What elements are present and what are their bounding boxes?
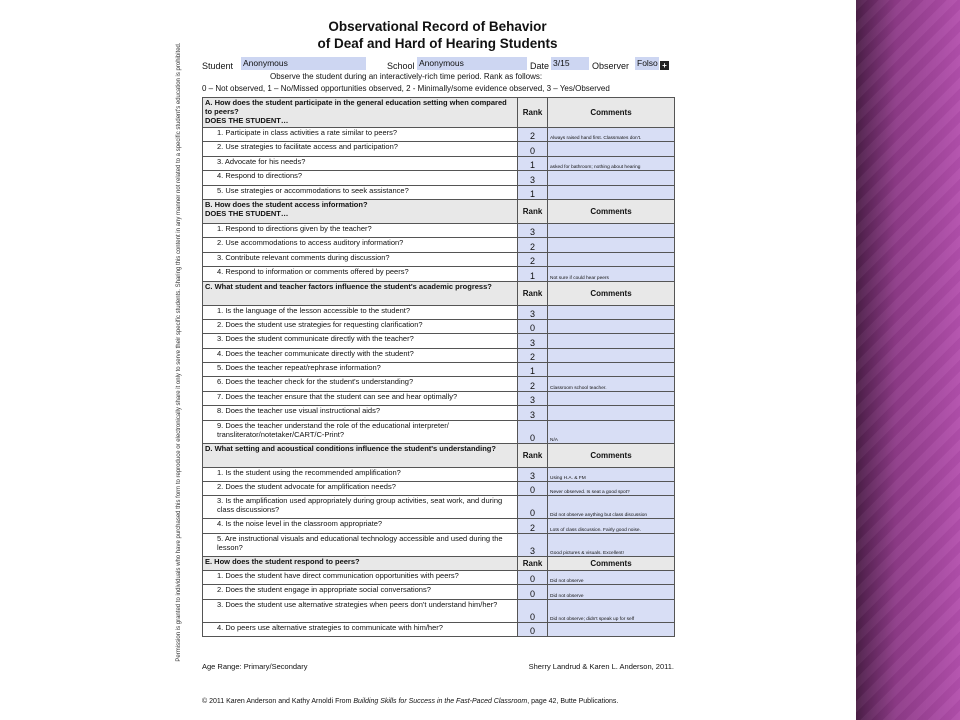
comment-field[interactable] <box>548 252 675 266</box>
rank-column-header: Rank <box>518 281 548 305</box>
section-header <box>203 98 675 128</box>
question-text: 4. Respond to information or comments offered by peers? <box>203 267 518 281</box>
rank-column-header: Rank <box>518 556 548 570</box>
comment-field[interactable] <box>548 391 675 405</box>
question-text: 3. Contribute relevant comments during discussion? <box>203 252 518 266</box>
comment-field[interactable] <box>548 185 675 199</box>
comment-field[interactable]: Good pictures & visuals. Excellent! <box>548 533 675 556</box>
rank-field[interactable]: 0 <box>518 319 548 333</box>
copyright-line <box>202 698 618 705</box>
rank-field[interactable]: 0 <box>518 570 548 584</box>
permission-note <box>173 16 185 688</box>
rank-field[interactable]: 2 <box>518 128 548 142</box>
question-text: 6. Does the teacher check for the student's understanding? <box>203 377 518 391</box>
plus-icon[interactable]: + <box>660 61 669 70</box>
question-row <box>203 363 675 377</box>
comment-field[interactable]: Did not observe <box>548 585 675 599</box>
comment-field[interactable] <box>548 348 675 362</box>
question-row <box>203 599 675 622</box>
observer-field[interactable]: Folso <box>637 58 658 68</box>
student-label: Student <box>202 61 234 71</box>
question-text: 7. Does the teacher ensure that the student can see and hear optimally? <box>203 391 518 405</box>
question-row <box>203 319 675 333</box>
rank-field[interactable]: 2 <box>518 377 548 391</box>
date-label: Date <box>530 61 550 71</box>
question-row <box>203 482 675 496</box>
date-field[interactable]: 3/15 <box>551 57 589 70</box>
question-row <box>203 519 675 533</box>
rank-field[interactable]: 0 <box>518 142 548 156</box>
question-text: 1. Participate in class activities a rate similar to peers? <box>203 128 518 142</box>
rank-column-header: Rank <box>518 443 548 467</box>
question-row <box>203 267 675 281</box>
section-heading: B. How does the student access information? DOES THE STUDENT… <box>203 199 518 223</box>
rank-field[interactable]: 2 <box>518 238 548 252</box>
comment-field[interactable]: Never observed. Is seat a good spot? <box>548 482 675 496</box>
comment-field[interactable] <box>548 363 675 377</box>
question-row <box>203 496 675 519</box>
question-text: 1. Is the student using the recommended amplification? <box>203 467 518 481</box>
question-text: 1. Respond to directions given by the teacher? <box>203 223 518 237</box>
question-text: 8. Does the teacher use visual instructional aids? <box>203 406 518 420</box>
question-row <box>203 223 675 237</box>
question-text: 3. Advocate for his needs? <box>203 156 518 170</box>
section-heading: A. How does the student participate in the general education setting when compared to peers? DOES THE STUDENT… <box>203 98 518 128</box>
rank-field[interactable]: 3 <box>518 467 548 481</box>
comment-field[interactable]: Always raised hand first. Classmates don't. <box>548 128 675 142</box>
rank-field[interactable]: 3 <box>518 223 548 237</box>
question-text: 1. Does the student have direct communication opportunities with peers? <box>203 570 518 584</box>
question-row <box>203 334 675 348</box>
section-heading: E. How does the student respond to peers? <box>203 556 518 570</box>
section-header <box>203 556 675 570</box>
rank-field[interactable]: 0 <box>518 482 548 496</box>
rank-field[interactable]: 3 <box>518 391 548 405</box>
age-range: Age Range: Primary/Secondary <box>202 662 308 671</box>
rank-field[interactable]: 2 <box>518 348 548 362</box>
question-row <box>203 420 675 443</box>
question-text: 2. Does the student advocate for amplification needs? <box>203 482 518 496</box>
question-row <box>203 171 675 185</box>
question-row <box>203 305 675 319</box>
question-text: 3. Is the amplification used appropriately during group activities, seat work, and during class discussions? <box>203 496 518 519</box>
comment-field[interactable]: Did not observe; didn't speak up for self <box>548 599 675 622</box>
question-text: 3. Does the student communicate directly with the teacher? <box>203 334 518 348</box>
question-row <box>203 238 675 252</box>
rank-field[interactable]: 0 <box>518 420 548 443</box>
question-row <box>203 391 675 405</box>
comments-column-header: Comments <box>548 556 675 570</box>
rank-column-header: Rank <box>518 98 548 128</box>
rank-field[interactable]: 2 <box>518 252 548 266</box>
rank-field[interactable]: 2 <box>518 519 548 533</box>
section-header <box>203 199 675 223</box>
permission-note-text: Permission is granted to individuals who have purchased this form to reproduce or electronically share it only to serve their specific students. Sharing this content in any manner not related to a specific student's education is prohibited. <box>176 42 182 662</box>
rank-field[interactable]: 1 <box>518 363 548 377</box>
rank-field[interactable]: 1 <box>518 185 548 199</box>
comments-column-header: Comments <box>548 443 675 467</box>
rank-field[interactable]: 3 <box>518 334 548 348</box>
question-row <box>203 142 675 156</box>
question-row <box>203 533 675 556</box>
observer-label: Observer <box>592 61 630 71</box>
rank-field[interactable]: 0 <box>518 585 548 599</box>
comment-field[interactable] <box>548 622 675 636</box>
question-row <box>203 185 675 199</box>
comment-field[interactable] <box>548 238 675 252</box>
school-field[interactable]: Anonymous <box>417 57 527 70</box>
comment-field[interactable] <box>548 142 675 156</box>
comment-field[interactable]: Did not observe <box>548 570 675 584</box>
comment-field[interactable]: N/A <box>548 420 675 443</box>
comments-column-header: Comments <box>548 199 675 223</box>
question-text: 5. Are instructional visuals and educational technology accessible and used during the lesson? <box>203 533 518 556</box>
question-text: 5. Does the teacher repeat/rephrase information? <box>203 363 518 377</box>
comment-field[interactable]: asked for bathroom; nothing about hearing <box>548 156 675 170</box>
question-text: 4. Do peers use alternative strategies to communicate with him/her? <box>203 622 518 636</box>
section-heading: C. What student and teacher factors influence the student's academic progress? <box>203 281 518 305</box>
copyright-suffix: , page 42, Butte Publications. <box>527 698 619 705</box>
comment-field[interactable]: Using H.A. & FM <box>548 467 675 481</box>
rank-field[interactable]: 0 <box>518 496 548 519</box>
rank-field[interactable]: 0 <box>518 599 548 622</box>
comment-field[interactable] <box>548 334 675 348</box>
question-text: 2. Use strategies to facilitate access and participation? <box>203 142 518 156</box>
instructions-line1: Observe the student during an interactively-rich time period. Rank as follows: <box>270 72 543 81</box>
form-title-line2: of Deaf and Hard of Hearing Students <box>317 36 558 51</box>
rank-field[interactable]: 3 <box>518 305 548 319</box>
comment-field[interactable]: Classroom school teacher. <box>548 377 675 391</box>
rank-field[interactable]: 1 <box>518 267 548 281</box>
comment-field[interactable] <box>548 171 675 185</box>
form-title-line1: Observational Record of Behavior <box>328 19 547 34</box>
section-header <box>203 281 675 305</box>
question-text: 4. Is the noise level in the classroom appropriate? <box>203 519 518 533</box>
question-row <box>203 570 675 584</box>
question-text: 4. Respond to directions? <box>203 171 518 185</box>
authors-credit: Sherry Landrud & Karen L. Anderson, 2011. <box>528 662 674 671</box>
rank-field[interactable]: 3 <box>518 406 548 420</box>
comment-field[interactable]: Lots of class discussion. Fairly good noise. <box>548 519 675 533</box>
comment-field[interactable]: Did not observe anything but class discussion <box>548 496 675 519</box>
question-text: 9. Does the teacher understand the role of the educational interpreter/ transliterator/notetaker/CART/C-Print? <box>203 420 518 443</box>
copyright-book-title: Building Skills for Success in the Fast-Paced Classroom <box>353 698 528 705</box>
question-row <box>203 348 675 362</box>
student-field[interactable]: Anonymous <box>241 57 366 70</box>
question-text: 4. Does the teacher communicate directly with the student? <box>203 348 518 362</box>
question-row <box>203 467 675 481</box>
question-row <box>203 128 675 142</box>
rank-field[interactable]: 0 <box>518 622 548 636</box>
question-row <box>203 406 675 420</box>
question-text: 2. Does the student use strategies for requesting clarification? <box>203 319 518 333</box>
comments-column-header: Comments <box>548 98 675 128</box>
section-heading: D. What setting and acoustical conditions influence the student's understanding? <box>203 443 518 467</box>
question-row <box>203 622 675 636</box>
comment-field[interactable] <box>548 223 675 237</box>
comment-field[interactable] <box>548 319 675 333</box>
question-row <box>203 156 675 170</box>
question-row <box>203 252 675 266</box>
question-row <box>203 377 675 391</box>
comment-field[interactable] <box>548 406 675 420</box>
comments-column-header: Comments <box>548 281 675 305</box>
copyright-prefix: © 2011 Karen Anderson and Kathy Arnoldi From <box>202 698 354 705</box>
observation-table <box>202 97 675 637</box>
rank-field[interactable]: 1 <box>518 156 548 170</box>
section-header <box>203 443 675 467</box>
comment-field[interactable]: Not sure if could hear peers <box>548 267 675 281</box>
question-text: 5. Use strategies or accommodations to seek assistance? <box>203 185 518 199</box>
rank-field[interactable]: 3 <box>518 533 548 556</box>
question-text: 3. Does the student use alternative strategies when peers don't understand him/her? <box>203 599 518 622</box>
rank-field[interactable]: 3 <box>518 171 548 185</box>
comment-field[interactable] <box>548 305 675 319</box>
decorative-side-panel <box>856 0 960 720</box>
question-text: 2. Does the student engage in appropriate social conversations? <box>203 585 518 599</box>
question-row <box>203 585 675 599</box>
question-text: 2. Use accommodations to access auditory information? <box>203 238 518 252</box>
school-label: School <box>387 61 415 71</box>
instructions-line2: 0 – Not observed, 1 – No/Missed opportunities observed, 2 - Minimally/some evidence observed, 3 – Yes/Observed <box>202 84 610 93</box>
question-text: 1. Is the language of the lesson accessible to the student? <box>203 305 518 319</box>
rank-column-header: Rank <box>518 199 548 223</box>
